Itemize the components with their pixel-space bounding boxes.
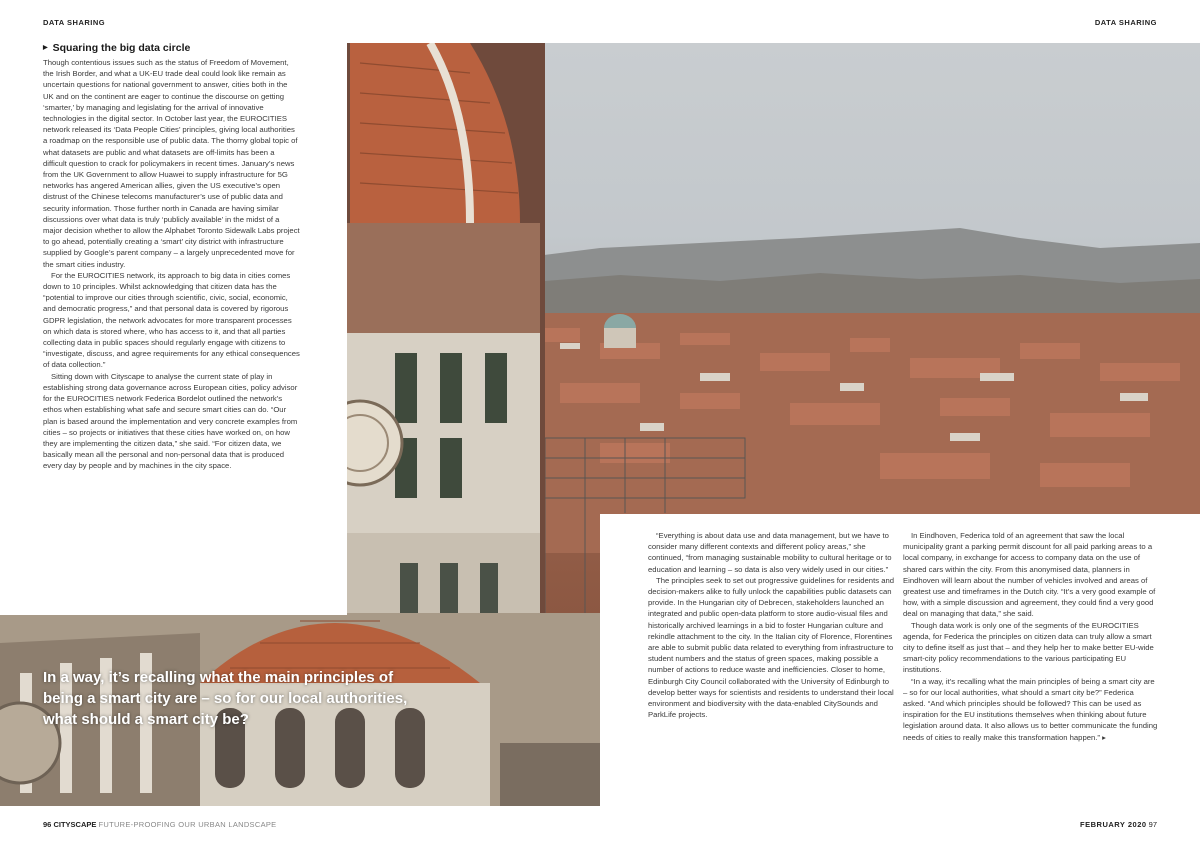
article-column-b — [903, 530, 1158, 743]
section-tag-right: DATA SHARING — [1094, 18, 1157, 27]
page-number-right: 97 — [1148, 820, 1157, 829]
column-a-paragraph: The principles seek to set out progressive guidelines for residents and decision-makers alike to fully unlock the capabilities public datasets can provide. In the Hungarian city of Debrecen, stakeholders launched an integrated and public open-data platform to store audio-visual files and historically archived learnings in a bid to foster Hungarian culture and rekindle attachment to the city. In the Italian city of Florence, Florentines are able to submit public data related to everything from infrastructure to student numbers and the status of green spaces, making possible a number of actions to reduce waste and inefficiencies. Closer to home, Edinburgh City Council collaborated with the University of Edinburgh to develop better ways for scientists and residents to understand their local environment and biodiversity with the data-enabled CitySounds and ParkLife projects. — [648, 575, 895, 720]
magazine-name: CITYSCAPE — [53, 820, 97, 829]
pull-quote: In a way, it’s recalling what the main principles of being a smart city are – so for our local authorities, what should a smart city be? — [43, 669, 408, 728]
right-text-panel — [600, 514, 1200, 806]
issue-date: FEBRUARY 2020 — [1080, 820, 1147, 829]
left-paragraph: Though contentious issues such as the status of Freedom of Movement, the Irish Border, and what a UK-EU trade deal could look like remain as uncertain questions for national government to answer, cities both in the UK and on the continent are eager to continue the discourse on getting ‘smarter,’ by managing and legislating for the arrival of innovative technologies in the digital sector. In October last year, the EUROCITIES network released its ‘Data People Cities’ principles, giving local authorities a roadmap on the responsible use of public data. The thorny global topic of what datasets are public and what datasets are off-limits has been a difficult question to crack for policymakers in recent times. January’s news from the UK Government to allow Huawei to supply infrastructure for 5G networks has angered American allies, given the US executive’s open distrust of the Chinese telecoms manufacturer’s use of public data and security information. Those further north in Canada are having similar discussions over what data is truly ‘publicly available’ in the midst of a major decision whether to allow the Alphabet Toronto Sidewalk Labs project to go ahead, potentially creating a ‘smart’ city district with infrastructure supplied by Google’s parent company – a largely unprecedented move for the smart cities industry. — [43, 58, 300, 269]
column-b-paragraph: “In a way, it’s recalling what the main principles of being a smart city are – so for our local authorities, what should a smart city be?” Federica asked. “And which principles should be followed? This can be used as inspiration for the EU institutions themselves when thinking about future legislation around data. It also allows us to better communicate the funding needs of cities to really make this transformation happen.” ▸ — [903, 676, 1158, 742]
article-heading — [43, 42, 300, 55]
page-number-left: 96 — [43, 820, 52, 829]
column-b-paragraph: In Eindhoven, Federica told of an agreement that saw the local municipality grant a parking permit discount for all paid parking areas to a local company, in exchange for access to company data on the use of shared cars within the city. From this anonymised data, planners in Eindhoven will learn about the number of vehicles involved and areas of greatest use and timeframes in the Dutch city. “It’s a very good example of how, with a simple discussion and agreement, they could find a very good deal on managing that data,” she said. — [903, 531, 1156, 619]
left-paragraph: Sitting down with Cityscape to analyse the current state of play in establishing strong data governance across European cities, policy advisor for the EUROCITIES network Federica Bordelot outlined the network’s ethos when establishing what safe and secure smart cities can do. “Our plan is based around the implementation and very concrete examples from cities – so projects or initiatives that these cities have worked on, on how they are implementing the citizen data,” she said. “For citizen data, we basically mean all the personal and non-personal data that is produced every day by people and by machines in the city space. — [43, 371, 298, 471]
footer-right — [1080, 820, 1157, 829]
section-tag-left: DATA SHARING — [43, 18, 106, 27]
footer-left — [43, 820, 276, 829]
column-a-paragraph: “Everything is about data use and data management, but we have to consider many different contexts and different policy areas,” she continued, “from managing sustainable mobility to cultural heritage or to education and learning – so data is also very widely used in our cities.” — [648, 531, 892, 574]
magazine-tagline: FUTURE-PROOFING OUR URBAN LANDSCAPE — [98, 820, 277, 829]
article-left-column — [43, 42, 300, 472]
column-b-paragraph: Though data work is only one of the segments of the EUROCITIES agenda, for Federica the principles on citizen data can truly allow a smart city to define itself as just that – and they help her to make better EU-wide smart-city policy recommendations to the various participating EU institutions. — [903, 620, 1154, 675]
left-paragraph: For the EUROCITIES network, its approach to big data in cities comes down to 10 principles. Whilst acknowledging that citizen data has the “potential to improve our cities through scientific, civic, social, economic, and democratic progress,” and that personal data is covered by rigorous GDPR legislation, the network advocates for more transparent processes on which data is stored where, who has access to it, and that all parties collecting data in public spaces should regularly engage with citizens to “investigate, discuss, and agree requirements for any ethical consequences of data collection.” — [43, 270, 300, 370]
article-column-a — [648, 530, 903, 720]
article-heading-text: Squaring the big data circle — [52, 42, 191, 54]
triangle-bullet-icon: ▶ — [43, 45, 48, 51]
